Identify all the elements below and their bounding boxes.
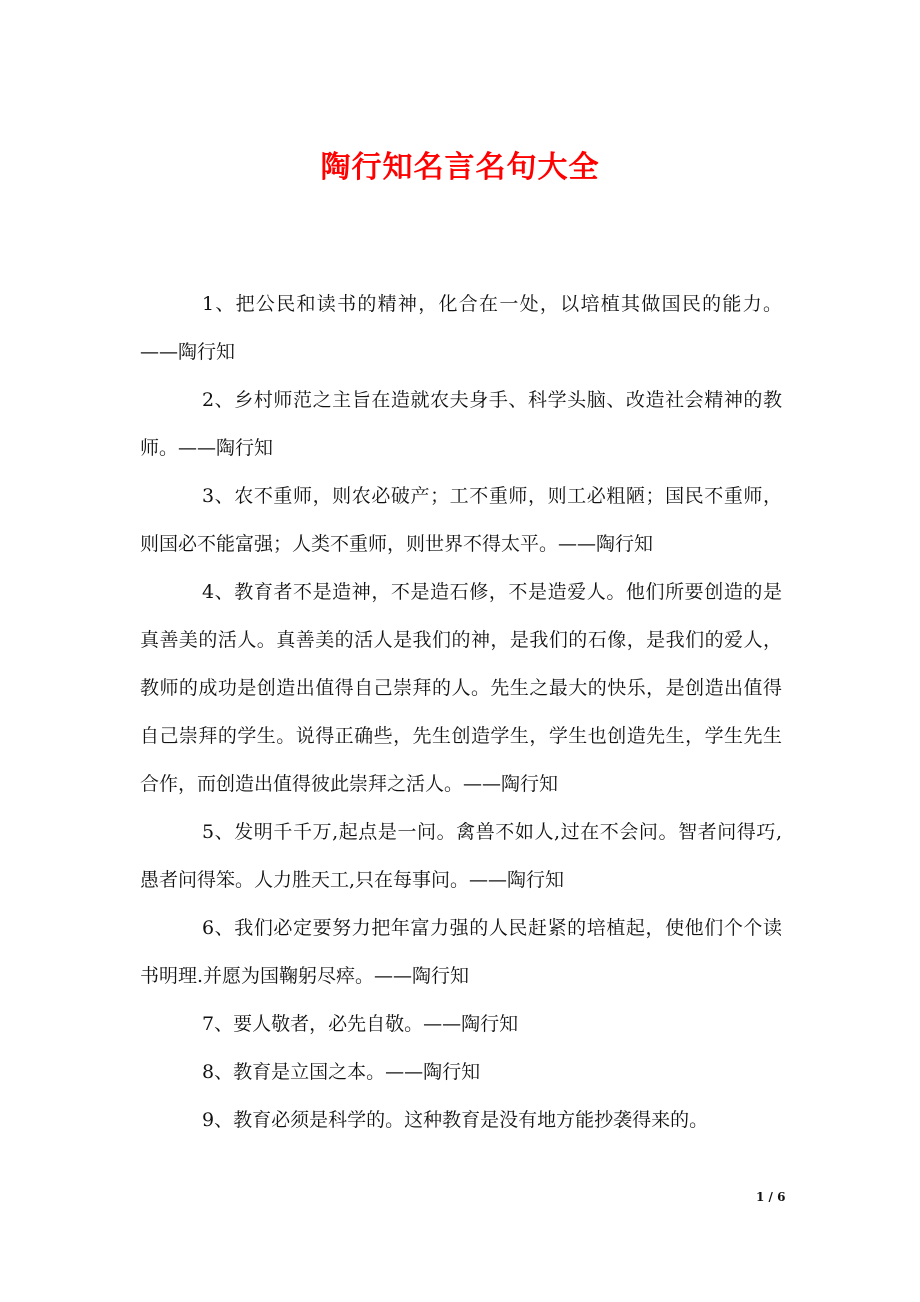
quote-paragraph-4: 4、教育者不是造神，不是造石修，不是造爱人。他们所要创造的是真善美的活人。真善美的活人是我们的神，是我们的石像，是我们的爱人，教师的成功是创造出值得自己崇拜的人。先生之最大的快乐，是创造出值得自己崇拜的学生。说得正确些，先生创造学生，学生也创造先生，学生先生合作，而创造出值得彼此崇拜之活人。——陶行知: [140, 581, 782, 795]
quote-paragraph-2: 2、乡村师范之主旨在造就农夫身手、科学头脑、改造社会精神的教师。——陶行知: [140, 389, 782, 459]
document-title: 陶行知名言名句大全: [320, 150, 600, 185]
quote-paragraph-3: 3、农不重师，则农必破产；工不重师，则工必粗陋；国民不重师，则国必不能富强；人类不重师，则世界不得太平。——陶行知: [140, 485, 782, 555]
quote-paragraph-8: 8、教育是立国之本。——陶行知: [202, 1061, 481, 1083]
quote-paragraph-7: 7、要人敬者，必先自敬。——陶行知: [202, 1013, 519, 1035]
quote-paragraph-1: 1、把公民和读书的精神，化合在一处，以培植其做国民的能力。——陶行知: [140, 293, 782, 363]
page-number: 1 / 6: [756, 1190, 786, 1204]
quote-paragraph-9: 9、教育必须是科学的。这种教育是没有地方能抄袭得来的。: [202, 1109, 709, 1131]
quote-paragraph-5: 5、发明千千万,起点是一问。禽兽不如人,过在不会问。智者问得巧,愚者问得笨。人力胜天工,只在每事问。——陶行知: [140, 821, 782, 891]
quote-paragraph-6: 6、我们必定要努力把年富力强的人民赶紧的培植起，使他们个个读书明理.并愿为国鞠躬尽瘁。——陶行知: [140, 917, 782, 987]
document-body: [140, 280, 782, 1144]
